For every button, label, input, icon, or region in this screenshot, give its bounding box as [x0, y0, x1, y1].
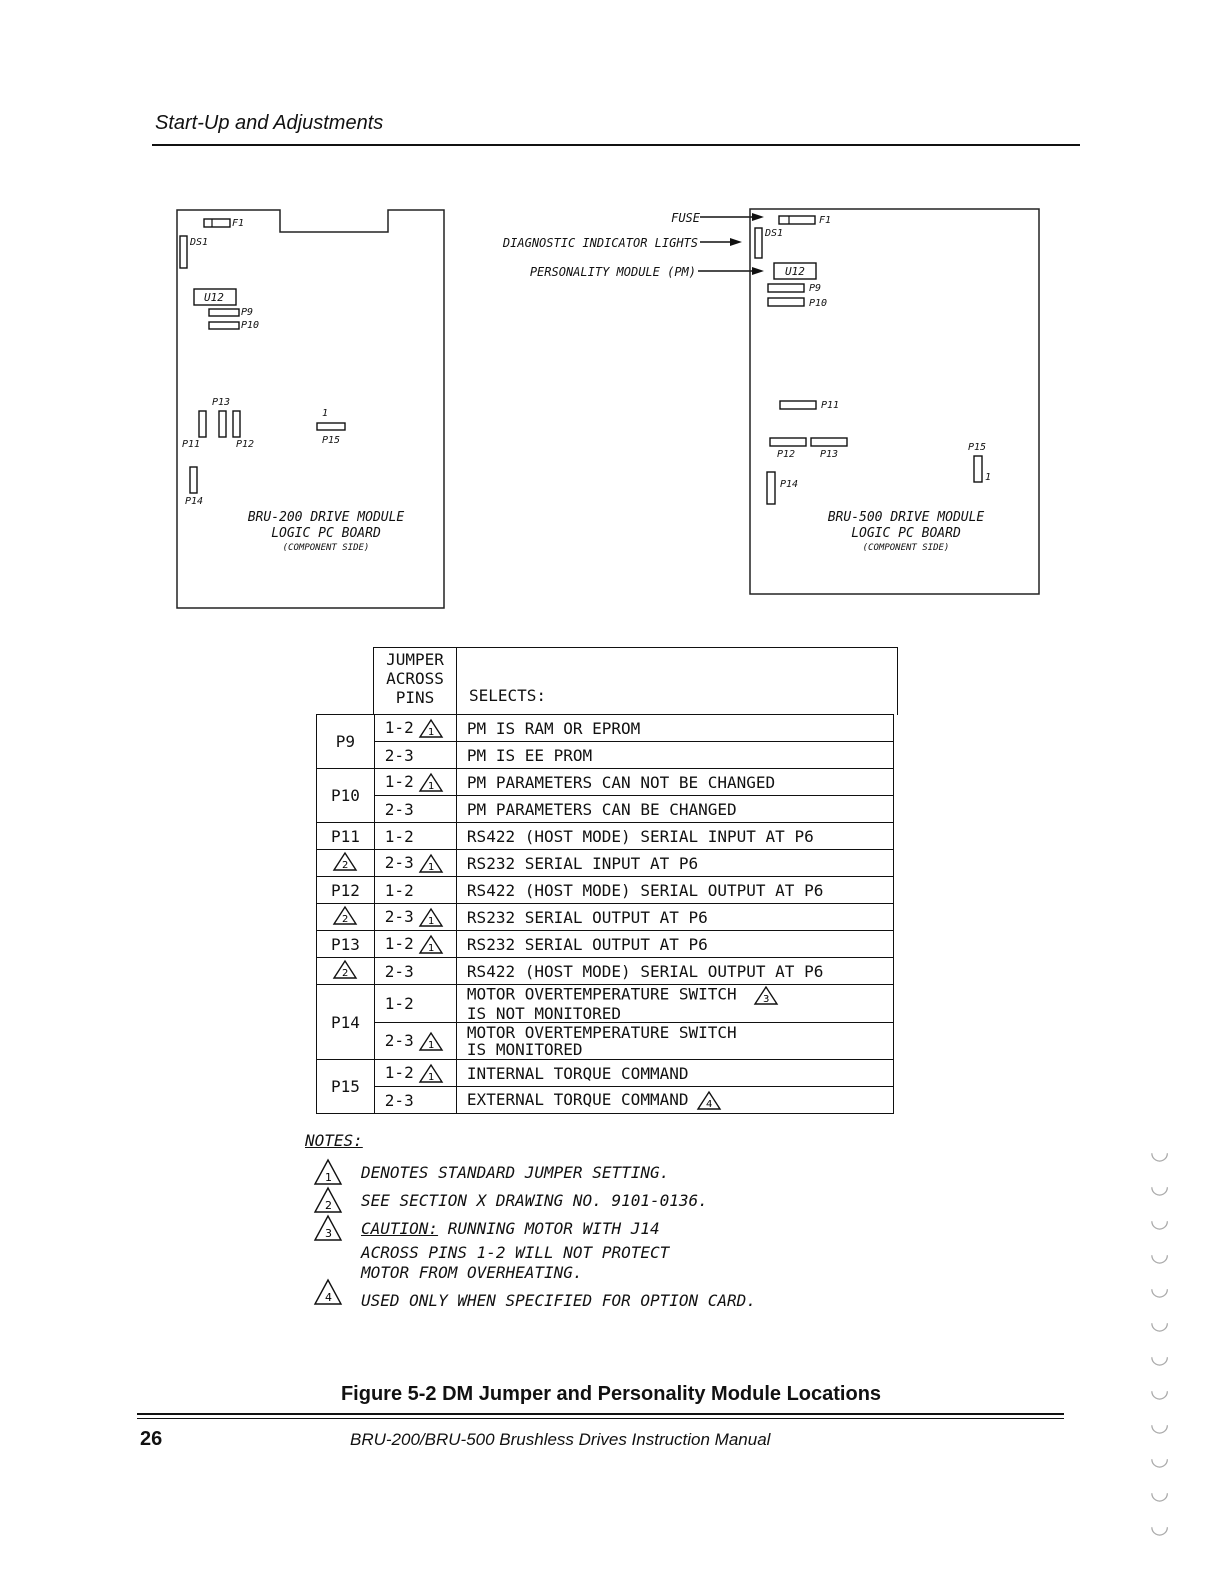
- bru200-caption-line3: (COMPONENT SIDE): [282, 543, 370, 553]
- table-row: [317, 742, 894, 769]
- plug-p12: P12: [317, 877, 375, 904]
- bru500-label-p12: P12: [777, 449, 796, 460]
- svg-text:3: 3: [325, 1227, 332, 1240]
- footer-title: BRU-200/BRU-500 Brushless Drives Instruction Manual: [350, 1430, 771, 1449]
- pins-cell: 1-2 1: [374, 769, 456, 796]
- svg-text:2: 2: [325, 1199, 332, 1212]
- plug-p11-note: [317, 850, 375, 877]
- table-row: [317, 904, 894, 931]
- bru200-label-p15: P15: [322, 435, 341, 446]
- bru500-label-p14: P14: [780, 479, 799, 490]
- pins-cell: 2-3: [374, 742, 456, 769]
- note-1: DENOTES STANDARD JUMPER SETTING.: [361, 1163, 670, 1182]
- table-row: [317, 796, 894, 823]
- header-pins-line2: ACROSS: [386, 669, 444, 688]
- svg-text:1: 1: [427, 862, 435, 874]
- pins-cell: 2-3: [374, 1087, 456, 1114]
- bru200-label-ds1: DS1: [190, 237, 209, 248]
- selects-cell: RS232 SERIAL OUTPUT AT P6: [456, 931, 893, 958]
- jumper-table-header: [373, 647, 898, 715]
- bru200-label-f1: F1: [232, 218, 245, 229]
- bru500-label-u12: U12: [785, 265, 805, 278]
- bru500-label-p13: P13: [820, 449, 839, 460]
- plug-p12-note: [317, 904, 375, 931]
- svg-text:4: 4: [706, 1099, 713, 1111]
- plug-p15: P15: [317, 1060, 375, 1114]
- note-4: USED ONLY WHEN SPECIFIED FOR OPTION CARD.: [361, 1291, 756, 1310]
- note1-triangle-icon: [418, 1031, 444, 1051]
- pins-cell: 2-3 1: [374, 850, 456, 877]
- pins-cell: 2-3: [374, 796, 456, 823]
- table-row: [317, 1023, 894, 1060]
- plug-p14: P14: [317, 985, 375, 1060]
- table-row: [317, 985, 894, 1023]
- pins-cell: 1-2 1: [374, 931, 456, 958]
- pins-cell: 1-2 1: [374, 1060, 456, 1087]
- plug-p9: P9: [317, 715, 375, 769]
- bru500-label-p11: P11: [821, 400, 840, 411]
- note3-triangle-icon: [315, 1216, 341, 1240]
- note1-triangle-icon: [315, 1160, 341, 1184]
- svg-text:1: 1: [325, 1171, 332, 1184]
- selects-cell: PM PARAMETERS CAN BE CHANGED: [456, 796, 893, 823]
- note2-triangle-icon: [332, 851, 358, 871]
- bru200-caption-line2: LOGIC PC BOARD: [271, 526, 381, 541]
- footer-rule: [137, 1413, 1064, 1415]
- bru500-label-pin1: 1: [985, 472, 992, 483]
- bru500-label-f1: F1: [819, 215, 832, 226]
- note1-triangle-icon: [418, 1063, 444, 1083]
- svg-text:2: 2: [342, 914, 349, 925]
- svg-text:1: 1: [427, 727, 435, 739]
- note-3-caution: CAUTION:: [361, 1219, 439, 1238]
- note4-triangle-icon: [315, 1280, 341, 1304]
- note1-triangle-icon: [418, 718, 444, 738]
- header-rule: [152, 144, 1080, 146]
- table-row: [317, 823, 894, 850]
- note2-triangle-icon: [315, 1188, 341, 1212]
- pins-cell: 2-3 1: [374, 1023, 456, 1060]
- callout-diagnostic-lights: DIAGNOSTIC INDICATOR LIGHTS: [502, 236, 698, 250]
- bru500-label-p10: P10: [809, 298, 828, 309]
- svg-text:1: 1: [427, 943, 435, 955]
- bru500-label-p9: P9: [809, 283, 822, 294]
- svg-text:3: 3: [762, 994, 770, 1005]
- footer-rule-thin: [137, 1418, 1064, 1419]
- note2-triangle-icon: [332, 905, 358, 925]
- svg-text:1: 1: [427, 1072, 435, 1084]
- selects-cell: RS422 (HOST MODE) SERIAL OUTPUT AT P6: [456, 877, 893, 904]
- note-3: [361, 1219, 660, 1238]
- binder-holes: ◡ ◡ ◡ ◡ ◡ ◡ ◡ ◡ ◡ ◡ ◡ ◡: [1150, 1140, 1170, 1539]
- note-2: SEE SECTION X DRAWING NO. 9101-0136.: [361, 1191, 708, 1210]
- notes-label: NOTES:: [305, 1131, 363, 1150]
- table-row: [317, 769, 894, 796]
- bru200-label-p12: P12: [236, 439, 255, 450]
- pins-cell: 2-3 1: [374, 904, 456, 931]
- bru200-label-p11: P11: [182, 439, 201, 450]
- bru500-caption-line2: LOGIC PC BOARD: [851, 526, 961, 541]
- header-selects: SELECTS:: [469, 686, 547, 705]
- bru200-label-p9: P9: [241, 307, 254, 318]
- plug-p11: P11: [317, 823, 375, 850]
- plug-p13-note: [317, 958, 375, 985]
- svg-text:4: 4: [325, 1291, 332, 1304]
- bru500-label-p15: P15: [968, 442, 987, 453]
- svg-text:1: 1: [427, 916, 435, 928]
- table-row: [317, 715, 894, 742]
- bru200-label-pin1: 1: [322, 408, 329, 419]
- svg-text:2: 2: [342, 860, 349, 871]
- section-title: Start-Up and Adjustments: [155, 112, 384, 134]
- svg-text:1: 1: [427, 781, 435, 793]
- selects-cell: RS232 SERIAL INPUT AT P6: [456, 850, 893, 877]
- header-divider: [456, 648, 457, 715]
- header-pins-line3: PINS: [395, 688, 435, 707]
- note-3-text: RUNNING MOTOR WITH J14: [447, 1219, 660, 1238]
- selects-cell: MOTOR OVERTEMPERATURE SWITCH IS MONITORED: [456, 1023, 893, 1060]
- selects-cell: PM IS RAM OR EPROM: [456, 715, 893, 742]
- bru500-caption-line3: (COMPONENT SIDE): [862, 543, 950, 553]
- bru500-board-drawing: [749, 208, 1041, 596]
- selects-cell: RS232 SERIAL OUTPUT AT P6: [456, 904, 893, 931]
- page-number: 26: [140, 1428, 163, 1450]
- pins-cell: 2-3: [374, 958, 456, 985]
- selects-cell: RS422 (HOST MODE) SERIAL INPUT AT P6: [456, 823, 893, 850]
- bru500-caption-line1: BRU-500 DRIVE MODULE: [827, 510, 985, 525]
- pins-cell: 1-2: [374, 877, 456, 904]
- note2-triangle-icon: [332, 959, 358, 979]
- callout-personality-module: PERSONALITY MODULE (PM): [529, 265, 696, 279]
- selects-cell: EXTERNAL TORQUE COMMAND 4: [456, 1087, 893, 1114]
- table-row: [317, 958, 894, 985]
- note1-triangle-icon: [418, 772, 444, 792]
- note3-triangle-icon: [753, 985, 779, 1005]
- plug-p10: P10: [317, 769, 375, 823]
- selects-cell: PM IS EE PROM: [456, 742, 893, 769]
- bru200-label-p10: P10: [241, 320, 260, 331]
- callout-fuse: FUSE: [671, 211, 700, 225]
- selects-cell: INTERNAL TORQUE COMMAND: [456, 1060, 893, 1087]
- note1-triangle-icon: [418, 934, 444, 954]
- table-row: [317, 850, 894, 877]
- note-3-line2: ACROSS PINS 1-2 WILL NOT PROTECT: [361, 1243, 670, 1262]
- bru200-label-p14: P14: [185, 496, 204, 507]
- selects-cell: MOTOR OVERTEMPERATURE SWITCH 3 IS NOT MONITORED: [456, 985, 893, 1023]
- svg-text:2: 2: [342, 968, 349, 979]
- bru500-label-ds1: DS1: [765, 228, 784, 239]
- jumper-table: [316, 714, 894, 1114]
- table-row: [317, 877, 894, 904]
- figure-caption: Figure 5-2 DM Jumper and Personality Module Locations: [340, 1383, 882, 1405]
- note1-triangle-icon: [418, 907, 444, 927]
- table-row: [317, 1087, 894, 1114]
- pins-cell: 1-2: [374, 985, 456, 1023]
- table-row: [317, 1060, 894, 1087]
- header-pins-line1: JUMPER: [386, 650, 444, 669]
- selects-cell: PM PARAMETERS CAN NOT BE CHANGED: [456, 769, 893, 796]
- notes-triangles: [313, 1158, 347, 1308]
- bru200-label-u12: U12: [204, 291, 224, 304]
- note1-triangle-icon: [418, 853, 444, 873]
- bru200-board-drawing: [176, 208, 446, 610]
- bru200-label-p13: P13: [212, 397, 231, 408]
- plug-p13: P13: [317, 931, 375, 958]
- note-3-line3: MOTOR FROM OVERHEATING.: [361, 1263, 583, 1282]
- selects-cell: RS422 (HOST MODE) SERIAL OUTPUT AT P6: [456, 958, 893, 985]
- pins-cell: 1-2: [374, 823, 456, 850]
- header-jumper-pins: [374, 650, 456, 707]
- bru200-caption-line1: BRU-200 DRIVE MODULE: [247, 510, 405, 525]
- pins-cell: 1-2 1: [374, 715, 456, 742]
- note4-triangle-icon: [696, 1090, 722, 1110]
- svg-text:1: 1: [427, 1040, 435, 1052]
- table-row: [317, 931, 894, 958]
